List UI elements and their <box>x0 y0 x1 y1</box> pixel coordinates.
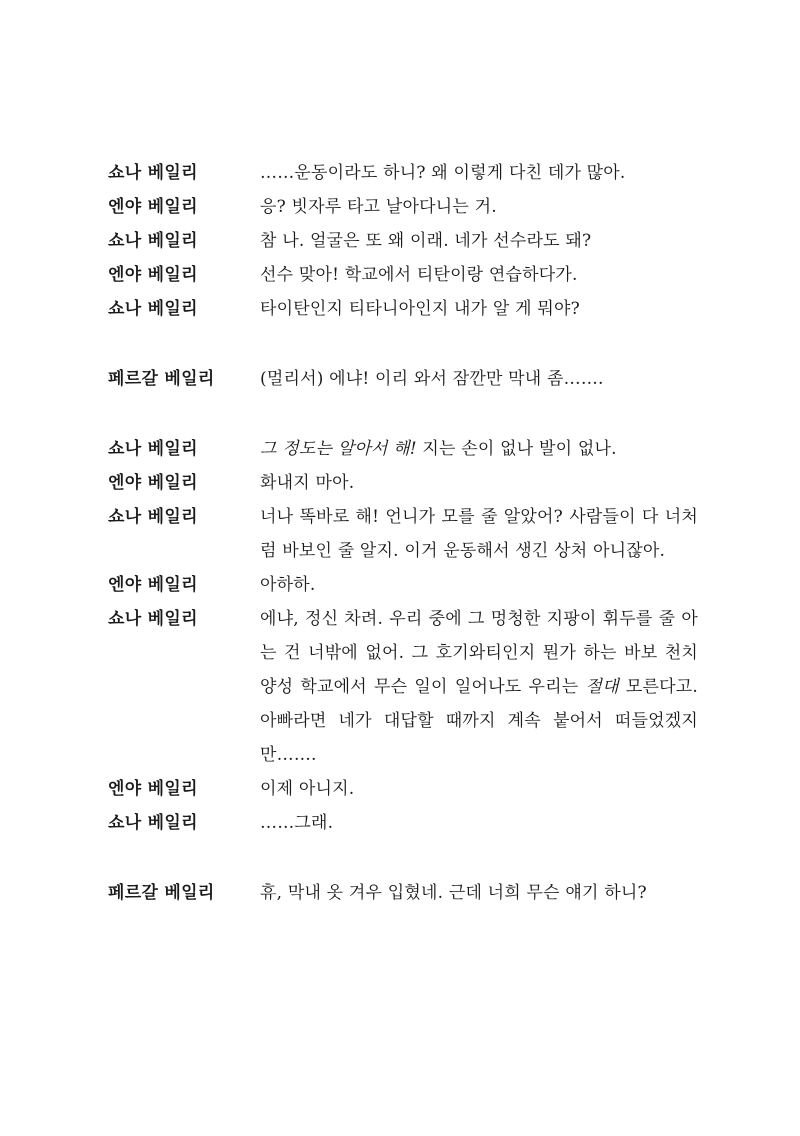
dialogue-text <box>260 602 698 772</box>
dialogue-line <box>108 190 698 224</box>
dialogue-text-part: 에냐, 정신 차려. 우리 중에 그 멍청한 지팡이 휘두를 줄 아는 건 너밖에 없어. 그 호기와티인지 뭔가 하는 바보 천치 양성 학교에서 무슨 일이 일어나도 우리는 <box>260 609 698 697</box>
speaker-name: 쇼나 베일리 <box>108 813 198 833</box>
dialogue-line <box>108 568 698 602</box>
dialogue-text-part: 모른다고. 아빠라면 네가 대답할 때까지 계속 붙어서 떠들었겠지만……. <box>260 677 698 765</box>
dialogue-text: 이제 아니지. <box>260 779 355 799</box>
speaker-name: 페르갈 베일리 <box>108 369 215 389</box>
speaker-name: 엔야 베일리 <box>108 197 198 217</box>
dialogue-line <box>108 224 698 258</box>
speaker-name: 쇼나 베일리 <box>108 231 198 251</box>
dialogue-text: 화내지 마아. <box>260 473 355 493</box>
dialogue-line <box>108 602 698 772</box>
dialogue-text: 타이탄인지 티타니아인지 내가 알 게 뭐야? <box>260 299 580 319</box>
dialogue-text <box>260 432 698 466</box>
script-page <box>108 156 698 910</box>
dialogue-line <box>108 292 698 326</box>
dialogue-line <box>108 466 698 500</box>
speaker-name: 엔야 베일리 <box>108 575 198 595</box>
dialogue-line <box>108 258 698 292</box>
dialogue-text: 아하하. <box>260 575 316 595</box>
speaker-name: 쇼나 베일리 <box>108 439 198 459</box>
dialogue-text-rest: 지는 손이 없나 발이 없나. <box>416 439 617 459</box>
dialogue-line <box>108 432 698 466</box>
dialogue-text: 선수 맞아! 학교에서 티탄이랑 연습하다가. <box>260 265 578 285</box>
speaker-name: 쇼나 베일리 <box>108 609 198 629</box>
dialogue-text: ……그래. <box>260 813 334 833</box>
emphasized-text: 절대 <box>585 677 619 697</box>
scene-spacer <box>108 840 698 876</box>
speaker-name: 쇼나 베일리 <box>108 299 198 319</box>
dialogue-text: ……운동이라도 하니? 왜 이렇게 다친 데가 많아. <box>260 163 626 183</box>
speaker-name: 엔야 베일리 <box>108 779 198 799</box>
dialogue-text: (멀리서) 에냐! 이리 와서 잠깐만 막내 좀……. <box>260 369 604 389</box>
emphasized-text: 그 정도는 알아서 해! <box>260 439 417 459</box>
dialogue-line <box>108 156 698 190</box>
speaker-name: 엔야 베일리 <box>108 473 198 493</box>
dialogue-text: 휴, 막내 옷 겨우 입혔네. 근데 너희 무슨 얘기 하니? <box>260 883 647 903</box>
dialogue-text: 응? 빗자루 타고 날아다니는 거. <box>260 197 497 217</box>
speaker-name: 쇼나 베일리 <box>108 163 198 183</box>
dialogue-line <box>108 876 698 910</box>
dialogue-line <box>108 362 698 396</box>
speaker-name: 페르갈 베일리 <box>108 883 215 903</box>
dialogue-line <box>108 806 698 840</box>
dialogue-text: 너나 똑바로 해! 언니가 모를 줄 알았어? 사람들이 다 너처럼 바보인 줄 알지. 이거 운동해서 생긴 상처 아니잖아. <box>260 507 698 561</box>
dialogue-line <box>108 500 698 568</box>
scene-spacer <box>108 396 698 432</box>
dialogue-line <box>108 772 698 806</box>
dialogue-text: 참 나. 얼굴은 또 왜 이래. 네가 선수라도 돼? <box>260 231 592 251</box>
speaker-name: 엔야 베일리 <box>108 265 198 285</box>
speaker-name: 쇼나 베일리 <box>108 507 198 527</box>
scene-spacer <box>108 326 698 362</box>
